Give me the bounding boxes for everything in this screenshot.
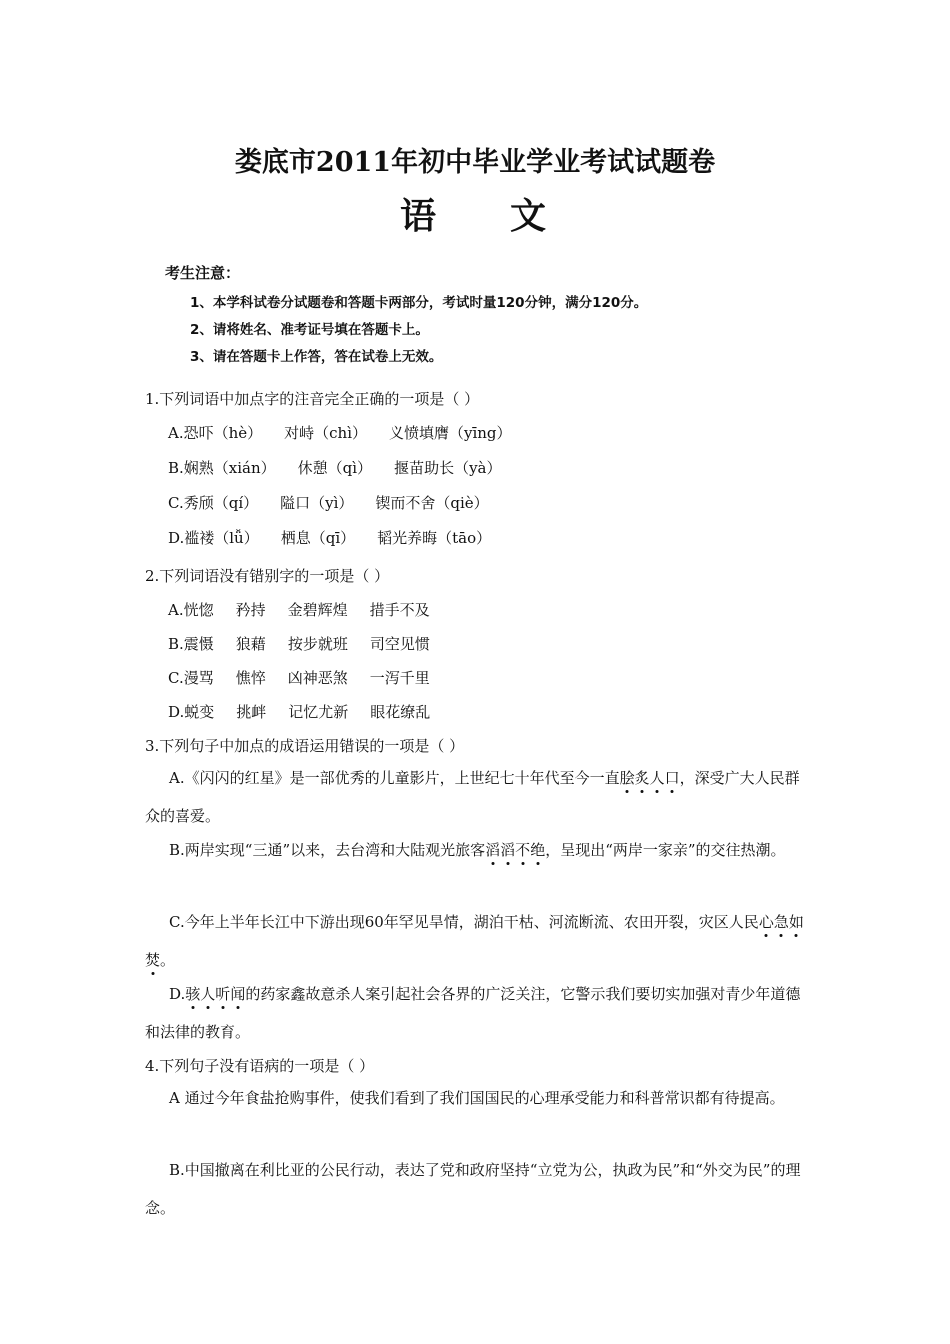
emphasis-char: 绝 (530, 841, 546, 859)
q3-a-text-1: A.《闪闪的红星》是一部优秀的儿童影片，上世纪七十年代至今一直 (169, 769, 620, 787)
emphasis-char: 急 (773, 913, 789, 931)
q2-c-word-2: 憔悴 (235, 669, 266, 687)
emphasis-char: 不 (515, 841, 531, 859)
subject-title (0, 188, 950, 239)
emphasis-char: 骇 (185, 985, 201, 1003)
emphasis-char: 听 (215, 985, 231, 1003)
q2-b-word-2: 狼藉 (235, 635, 266, 653)
q2-option-c (168, 667, 430, 688)
question-3-stem: 3.下列句子中加点的成语运用错误的一项是（ ） (145, 737, 465, 755)
q2-a-word-3: 金碧辉煌 (287, 601, 348, 619)
notice-item-3: 3、请在答题卡上作答，答在试卷上无效。 (190, 349, 443, 365)
q2-a-word-1: A.恍惚 (168, 601, 214, 619)
q4-option-a: A 通过今年食盐抢购事件，使我们看到了我们国国民的心理承受能力和科普常识都有待提高。 (169, 1089, 785, 1107)
q2-d-word-3: 记忆尤新 (288, 703, 349, 721)
q3-b-idiom (485, 841, 545, 859)
emphasis-char: 人 (200, 985, 216, 1003)
q1-a-word-2: 对峙（chì） (284, 424, 367, 442)
q3-d-text-2: 的药家鑫故意杀人案引起社会各界的广泛关注，它警示我们要切实加强对青少年道德和法律的教育。 (145, 985, 801, 1041)
q2-c-word-1: C.漫骂 (168, 669, 214, 687)
emphasis-char: 心 (758, 913, 774, 931)
emphasis-char: 口 (664, 769, 680, 787)
q2-d-word-2: 挑衅 (236, 703, 267, 721)
q3-option-d (145, 975, 807, 1051)
q2-d-word-1: D.蜕变 (168, 703, 215, 721)
emphasis-char: 焚 (145, 951, 161, 969)
notice-item-2: 2、请将姓名、准考证号填在答题卡上。 (190, 322, 429, 338)
exam-title: 娄底市2011年初中毕业学业考试试题卷 (234, 147, 716, 178)
q1-option-c (168, 492, 489, 513)
emphasis-char: 炙 (634, 769, 650, 787)
notice-item-1: 1、本学科试卷分试题卷和答题卡两部分，考试时量120分钟，满分120分。 (190, 295, 648, 311)
q2-option-d (168, 701, 430, 722)
subject-char-2: 文 (510, 196, 551, 237)
emphasis-char: 人 (649, 769, 665, 787)
q2-c-word-3: 凶神恶煞 (287, 669, 348, 687)
q1-option-d (168, 527, 491, 548)
q2-b-word-4: 司空见惯 (369, 635, 430, 653)
q2-b-word-3: 按步就班 (287, 635, 348, 653)
question-4-stem: 4.下列句子没有语病的一项是（ ） (145, 1057, 375, 1075)
q1-d-word-1: D.褴褛（lǚ） (168, 529, 259, 547)
q3-c-text-1: C.今年上半年长江中下游出现60年罕见旱情，湖泊干枯、河流断流、农田开裂，灾区人民 (169, 913, 759, 931)
q2-option-b (168, 633, 430, 654)
q1-c-word-2: 隘口（yì） (280, 494, 354, 512)
q2-d-word-4: 眼花缭乱 (370, 703, 431, 721)
q2-b-word-1: B.震慑 (168, 635, 214, 653)
q3-c-text-2: 。 (160, 951, 176, 969)
q1-c-word-3: 锲而不舍（qiè） (375, 494, 489, 512)
q3-d-text-1: D. (169, 985, 186, 1003)
q1-option-b (168, 457, 501, 478)
q3-a-idiom (620, 769, 680, 787)
question-1-stem: 1.下列词语中加点字的注音完全正确的一项是（ ） (145, 390, 480, 408)
q3-option-c (145, 903, 807, 979)
q3-b-text-1: B.两岸实现“三通”以来，去台湾和大陆观光旅客 (169, 841, 486, 859)
q2-a-word-4: 措手不及 (369, 601, 430, 619)
q2-a-word-2: 矜持 (235, 601, 266, 619)
emphasis-char: 滔 (485, 841, 501, 859)
q1-option-a (168, 422, 512, 443)
q1-d-word-3: 韬光养晦（tāo） (377, 529, 492, 547)
q3-option-a (145, 759, 807, 835)
subject-char-1: 语 (399, 196, 440, 237)
emphasis-char: 闻 (230, 985, 246, 1003)
q2-c-word-4: 一泻千里 (369, 669, 430, 687)
q2-option-a (168, 599, 430, 620)
emphasis-char: 滔 (500, 841, 516, 859)
q4-option-b: B.中国撤离在利比亚的公民行动，表达了党和政府坚持“立党为公，执政为民”和“外交为民”的理念。 (145, 1161, 801, 1217)
q1-a-word-1: A.恐吓（hè） (168, 424, 263, 442)
emphasis-char: 脍 (619, 769, 635, 787)
q1-b-word-1: B.娴熟（xián） (168, 459, 276, 477)
q3-option-b (145, 831, 807, 869)
q1-d-word-2: 栖息（qī） (280, 529, 356, 547)
emphasis-char: 如 (788, 913, 804, 931)
q1-b-word-3: 揠苗助长（yà） (394, 459, 502, 477)
q3-a-text-2: ，深受广大人民群众的喜爱。 (145, 769, 800, 825)
q1-c-word-1: C.秀颀（qí） (168, 494, 259, 512)
q3-b-text-2: ，呈现出“两岸一家亲”的交往热潮。 (545, 841, 786, 859)
question-2-stem: 2.下列词语没有错别字的一项是（ ） (145, 567, 390, 585)
q3-d-idiom (185, 985, 245, 1003)
notice-heading: 考生注意： (165, 264, 241, 282)
q1-b-word-2: 休憩（qì） (297, 459, 373, 477)
q1-a-word-3: 义愤填膺（yīng） (389, 424, 512, 442)
